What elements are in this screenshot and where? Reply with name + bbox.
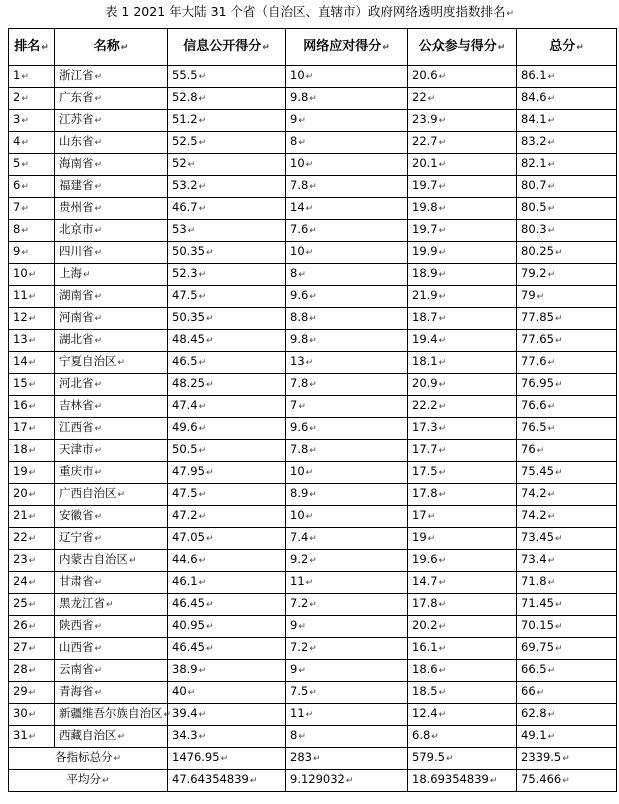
pub-score-cell: 21.9↵ [408, 286, 517, 308]
summary-net-cell: 283↵ [286, 748, 408, 770]
total-score-cell: 86.1↵ [517, 66, 617, 88]
summary-row [9, 770, 617, 792]
pub-score-cell: 12.4↵ [408, 704, 517, 726]
summary-pub-cell: 579.5↵ [408, 748, 517, 770]
name-cell: 重庆市↵ [55, 462, 168, 484]
caption-text: 表 1 2021 年大陆 31 个省（自治区、直辖市）政府网络透明度指数排名 [104, 4, 506, 19]
table-row [9, 418, 617, 440]
pub-score-cell: 20.2↵ [408, 616, 517, 638]
pub-score-cell: 18.6↵ [408, 660, 517, 682]
net-score-cell: 10↵ [286, 462, 408, 484]
info-score-cell: 46.45↵ [168, 638, 286, 660]
total-score-cell: 77.85↵ [517, 308, 617, 330]
summary-total-cell: 75.466↵ [517, 770, 617, 792]
summary-label-cell: 各指标总分↵ [9, 748, 168, 770]
info-score-cell: 47.95↵ [168, 462, 286, 484]
table-row [9, 110, 617, 132]
table-row [9, 154, 617, 176]
name-cell: 新疆维吾尔族自治区↵ [55, 704, 168, 726]
table-row [9, 704, 617, 726]
net-score-cell: 10↵ [286, 154, 408, 176]
name-cell: 宁夏自治区↵ [55, 352, 168, 374]
summary-info-cell: 47.64354839↵ [168, 770, 286, 792]
table-row [9, 440, 617, 462]
rank-cell: 14↵ [9, 352, 55, 374]
rank-cell: 20↵ [9, 484, 55, 506]
rank-cell: 18↵ [9, 440, 55, 462]
header-info: 信息公开得分↵ [168, 29, 286, 66]
total-score-cell: 79.2↵ [517, 264, 617, 286]
total-score-cell: 77.6↵ [517, 352, 617, 374]
net-score-cell: 7.2↵ [286, 638, 408, 660]
info-score-cell: 47.2↵ [168, 506, 286, 528]
info-score-cell: 38.9↵ [168, 660, 286, 682]
name-cell: 福建省↵ [55, 176, 168, 198]
pub-score-cell: 16.1↵ [408, 638, 517, 660]
name-cell: 山西省↵ [55, 638, 168, 660]
info-score-cell: 46.7↵ [168, 198, 286, 220]
pub-score-cell: 17↵ [408, 506, 517, 528]
rank-cell: 24↵ [9, 572, 55, 594]
table-row [9, 550, 617, 572]
total-score-cell: 74.2↵ [517, 506, 617, 528]
info-score-cell: 44.6↵ [168, 550, 286, 572]
name-cell: 辽宁省↵ [55, 528, 168, 550]
rank-cell: 16↵ [9, 396, 55, 418]
info-score-cell: 51.2↵ [168, 110, 286, 132]
info-score-cell: 52↵ [168, 154, 286, 176]
net-score-cell: 10↵ [286, 66, 408, 88]
table-row [9, 198, 617, 220]
name-cell: 四川省↵ [55, 242, 168, 264]
table-row [9, 528, 617, 550]
pub-score-cell: 19.8↵ [408, 198, 517, 220]
header-row [9, 29, 617, 66]
total-score-cell: 83.2↵ [517, 132, 617, 154]
pub-score-cell: 20.1↵ [408, 154, 517, 176]
paragraph-mark-icon: ↵ [506, 9, 515, 19]
net-score-cell: 7.5↵ [286, 682, 408, 704]
pub-score-cell: 22↵ [408, 88, 517, 110]
net-score-cell: 7.8↵ [286, 176, 408, 198]
pub-score-cell: 18.5↵ [408, 682, 517, 704]
net-score-cell: 7.4↵ [286, 528, 408, 550]
rank-cell: 30↵ [9, 704, 55, 726]
total-score-cell: 66.5↵ [517, 660, 617, 682]
table-row [9, 88, 617, 110]
rank-cell: 26↵ [9, 616, 55, 638]
net-score-cell: 9↵ [286, 110, 408, 132]
net-score-cell: 7.8↵ [286, 374, 408, 396]
total-score-cell: 80.3↵ [517, 220, 617, 242]
info-score-cell: 34.3↵ [168, 726, 286, 748]
pub-score-cell: 19.9↵ [408, 242, 517, 264]
net-score-cell: 9.8↵ [286, 88, 408, 110]
pub-score-cell: 22.2↵ [408, 396, 517, 418]
rank-cell: 12↵ [9, 308, 55, 330]
info-score-cell: 50.35↵ [168, 242, 286, 264]
net-score-cell: 11↵ [286, 572, 408, 594]
rank-cell: 15↵ [9, 374, 55, 396]
table-row [9, 374, 617, 396]
net-score-cell: 10↵ [286, 506, 408, 528]
total-score-cell: 80.25↵ [517, 242, 617, 264]
info-score-cell: 47.05↵ [168, 528, 286, 550]
pub-score-cell: 20.9↵ [408, 374, 517, 396]
pub-score-cell: 17.7↵ [408, 440, 517, 462]
pub-score-cell: 14.7↵ [408, 572, 517, 594]
table-row [9, 462, 617, 484]
rank-cell: 7↵ [9, 198, 55, 220]
table-row [9, 176, 617, 198]
name-cell: 青海省↵ [55, 682, 168, 704]
total-score-cell: 73.45↵ [517, 528, 617, 550]
ranking-table [8, 28, 617, 792]
pub-score-cell: 17.3↵ [408, 418, 517, 440]
net-score-cell: 7↵ [286, 396, 408, 418]
table-caption [0, 2, 619, 22]
total-score-cell: 80.7↵ [517, 176, 617, 198]
info-score-cell: 40↵ [168, 682, 286, 704]
net-score-cell: 8.8↵ [286, 308, 408, 330]
table-row [9, 660, 617, 682]
total-score-cell: 79↵ [517, 286, 617, 308]
header-net: 网络应对得分↵ [286, 29, 408, 66]
info-score-cell: 46.1↵ [168, 572, 286, 594]
net-score-cell: 10↵ [286, 242, 408, 264]
rank-cell: 8↵ [9, 220, 55, 242]
summary-info-cell: 1476.95↵ [168, 748, 286, 770]
pub-score-cell: 19↵ [408, 528, 517, 550]
summary-label-cell: 平均分↵ [9, 770, 168, 792]
info-score-cell: 52.5↵ [168, 132, 286, 154]
table-row [9, 242, 617, 264]
net-score-cell: 8↵ [286, 132, 408, 154]
name-cell: 北京市↵ [55, 220, 168, 242]
total-score-cell: 74.2↵ [517, 484, 617, 506]
total-score-cell: 77.65↵ [517, 330, 617, 352]
net-score-cell: 9.2↵ [286, 550, 408, 572]
rank-cell: 2↵ [9, 88, 55, 110]
rank-cell: 25↵ [9, 594, 55, 616]
name-cell: 广东省↵ [55, 88, 168, 110]
net-score-cell: 13↵ [286, 352, 408, 374]
rank-cell: 10↵ [9, 264, 55, 286]
info-score-cell: 55.5↵ [168, 66, 286, 88]
info-score-cell: 46.5↵ [168, 352, 286, 374]
table-row [9, 66, 617, 88]
table-row [9, 616, 617, 638]
header-rank: 排名↵ [9, 29, 55, 66]
info-score-cell: 47.5↵ [168, 484, 286, 506]
rank-cell: 22↵ [9, 528, 55, 550]
total-score-cell: 76↵ [517, 440, 617, 462]
info-score-cell: 48.25↵ [168, 374, 286, 396]
rank-cell: 27↵ [9, 638, 55, 660]
total-score-cell: 76.6↵ [517, 396, 617, 418]
table-row [9, 220, 617, 242]
info-score-cell: 40.95↵ [168, 616, 286, 638]
name-cell: 广西自治区↵ [55, 484, 168, 506]
net-score-cell: 8.9↵ [286, 484, 408, 506]
rank-cell: 28↵ [9, 660, 55, 682]
pub-score-cell: 19.7↵ [408, 220, 517, 242]
summary-pub-cell: 18.69354839↵ [408, 770, 517, 792]
rank-cell: 6↵ [9, 176, 55, 198]
total-score-cell: 49.1↵ [517, 726, 617, 748]
total-score-cell: 82.1↵ [517, 154, 617, 176]
rank-cell: 5↵ [9, 154, 55, 176]
name-cell: 河北省↵ [55, 374, 168, 396]
total-score-cell: 84.6↵ [517, 88, 617, 110]
table-row [9, 726, 617, 748]
name-cell: 黑龙江省↵ [55, 594, 168, 616]
net-score-cell: 7.2↵ [286, 594, 408, 616]
name-cell: 湖南省↵ [55, 286, 168, 308]
pub-score-cell: 18.7↵ [408, 308, 517, 330]
header-total: 总分↵ [517, 29, 617, 66]
info-score-cell: 47.4↵ [168, 396, 286, 418]
rank-cell: 21↵ [9, 506, 55, 528]
table-row [9, 264, 617, 286]
table-row [9, 132, 617, 154]
total-score-cell: 69.75↵ [517, 638, 617, 660]
table-row [9, 506, 617, 528]
total-score-cell: 71.45↵ [517, 594, 617, 616]
rank-cell: 11↵ [9, 286, 55, 308]
rank-cell: 29↵ [9, 682, 55, 704]
net-score-cell: 9.8↵ [286, 330, 408, 352]
table-row [9, 594, 617, 616]
name-cell: 湖北省↵ [55, 330, 168, 352]
rank-cell: 13↵ [9, 330, 55, 352]
name-cell: 海南省↵ [55, 154, 168, 176]
table-row [9, 638, 617, 660]
pub-score-cell: 19.4↵ [408, 330, 517, 352]
table-row [9, 572, 617, 594]
pub-score-cell: 17.8↵ [408, 484, 517, 506]
rank-cell: 4↵ [9, 132, 55, 154]
table-row [9, 286, 617, 308]
name-cell: 天津市↵ [55, 440, 168, 462]
pub-score-cell: 19.6↵ [408, 550, 517, 572]
pub-score-cell: 23.9↵ [408, 110, 517, 132]
info-score-cell: 47.5↵ [168, 286, 286, 308]
name-cell: 江西省↵ [55, 418, 168, 440]
pub-score-cell: 17.8↵ [408, 594, 517, 616]
table-row [9, 396, 617, 418]
net-score-cell: 8↵ [286, 264, 408, 286]
pub-score-cell: 18.9↵ [408, 264, 517, 286]
rank-cell: 31↵ [9, 726, 55, 748]
total-score-cell: 76.95↵ [517, 374, 617, 396]
summary-row [9, 748, 617, 770]
info-score-cell: 49.6↵ [168, 418, 286, 440]
rank-cell: 1↵ [9, 66, 55, 88]
info-score-cell: 53.2↵ [168, 176, 286, 198]
name-cell: 山东省↵ [55, 132, 168, 154]
total-score-cell: 75.45↵ [517, 462, 617, 484]
net-score-cell: 7.8↵ [286, 440, 408, 462]
info-score-cell: 50.35↵ [168, 308, 286, 330]
total-score-cell: 71.8↵ [517, 572, 617, 594]
summary-total-cell: 2339.5↵ [517, 748, 617, 770]
rank-cell: 19↵ [9, 462, 55, 484]
info-score-cell: 52.3↵ [168, 264, 286, 286]
rank-cell: 17↵ [9, 418, 55, 440]
pub-score-cell: 22.7↵ [408, 132, 517, 154]
info-score-cell: 48.45↵ [168, 330, 286, 352]
net-score-cell: 7.6↵ [286, 220, 408, 242]
net-score-cell: 11↵ [286, 704, 408, 726]
net-score-cell: 9.6↵ [286, 286, 408, 308]
info-score-cell: 50.5↵ [168, 440, 286, 462]
name-cell: 安徽省↵ [55, 506, 168, 528]
info-score-cell: 39.4↵ [168, 704, 286, 726]
name-cell: 西藏自治区↵ [55, 726, 168, 748]
name-cell: 江苏省↵ [55, 110, 168, 132]
net-score-cell: 9↵ [286, 660, 408, 682]
info-score-cell: 52.8↵ [168, 88, 286, 110]
table-row [9, 352, 617, 374]
info-score-cell: 53↵ [168, 220, 286, 242]
total-score-cell: 80.5↵ [517, 198, 617, 220]
name-cell: 河南省↵ [55, 308, 168, 330]
table-row [9, 330, 617, 352]
net-score-cell: 9.6↵ [286, 418, 408, 440]
header-name: 名称↵ [55, 29, 168, 66]
net-score-cell: 9↵ [286, 616, 408, 638]
name-cell: 吉林省↵ [55, 396, 168, 418]
table-row [9, 484, 617, 506]
total-score-cell: 76.5↵ [517, 418, 617, 440]
pub-score-cell: 17.5↵ [408, 462, 517, 484]
total-score-cell: 84.1↵ [517, 110, 617, 132]
name-cell: 浙江省↵ [55, 66, 168, 88]
rank-cell: 3↵ [9, 110, 55, 132]
name-cell: 贵州省↵ [55, 198, 168, 220]
total-score-cell: 66↵ [517, 682, 617, 704]
table-row [9, 682, 617, 704]
pub-score-cell: 6.8↵ [408, 726, 517, 748]
pub-score-cell: 20.6↵ [408, 66, 517, 88]
name-cell: 云南省↵ [55, 660, 168, 682]
name-cell: 甘肃省↵ [55, 572, 168, 594]
header-pub: 公众参与得分↵ [408, 29, 517, 66]
table-row [9, 308, 617, 330]
rank-cell: 23↵ [9, 550, 55, 572]
total-score-cell: 62.8↵ [517, 704, 617, 726]
total-score-cell: 73.4↵ [517, 550, 617, 572]
pub-score-cell: 19.7↵ [408, 176, 517, 198]
summary-net-cell: 9.129032↵ [286, 770, 408, 792]
total-score-cell: 70.15↵ [517, 616, 617, 638]
name-cell: 上海↵ [55, 264, 168, 286]
net-score-cell: 14↵ [286, 198, 408, 220]
rank-cell: 9↵ [9, 242, 55, 264]
net-score-cell: 8↵ [286, 726, 408, 748]
name-cell: 内蒙古自治区↵ [55, 550, 168, 572]
name-cell: 陕西省↵ [55, 616, 168, 638]
pub-score-cell: 18.1↵ [408, 352, 517, 374]
info-score-cell: 46.45↵ [168, 594, 286, 616]
